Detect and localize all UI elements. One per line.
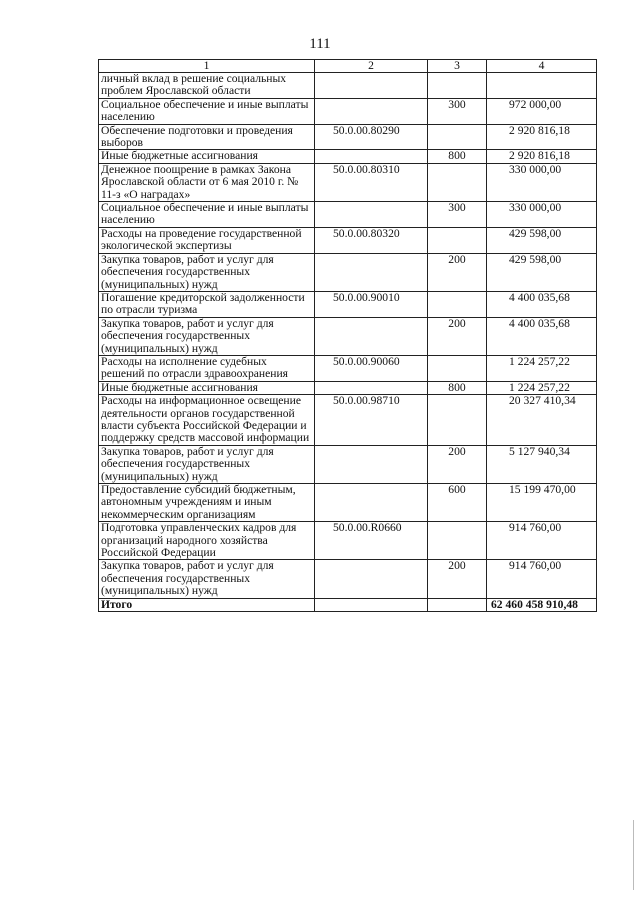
row-amount: 4 400 035,68 [487,317,597,355]
row-kvr: 200 [428,560,487,598]
row-name: Иные бюджетные ассигнования [99,150,315,163]
row-amount [487,73,597,99]
row-amount: 2 920 816,18 [487,150,597,163]
table-row [99,381,597,394]
table-row [99,253,597,291]
row-name: Подготовка управленческих кадров для организаций народного хозяйства Российской Федерации [99,522,315,560]
row-name: Закупка товаров, работ и услуг для обеспечения государственных (муниципальных) нужд [99,317,315,355]
row-amount: 1 224 257,22 [487,381,597,394]
table-row [99,291,597,317]
total-label: Итого [99,598,315,611]
row-kvr: 200 [428,317,487,355]
row-code [315,253,428,291]
row-name: Погашение кредиторской задолженности по отрасли туризма [99,291,315,317]
row-code [315,150,428,163]
table-row [99,202,597,228]
row-amount: 20 327 410,34 [487,395,597,446]
row-kvr [428,291,487,317]
row-kvr: 300 [428,202,487,228]
row-kvr: 600 [428,484,487,522]
page-number: 111 [309,36,331,52]
row-name: Закупка товаров, работ и услуг для обеспечения государственных (муниципальных) нужд [99,445,315,483]
row-code [315,98,428,124]
row-code [315,317,428,355]
row-name: личный вклад в решение социальных проблем Ярославской области [99,73,315,99]
row-code [315,484,428,522]
row-name: Предоставление субсидий бюджетным, автономным учреждениям и иным некоммерческим организациям [99,484,315,522]
row-amount: 330 000,00 [487,163,597,201]
row-code: 50.0.00.90010 [315,291,428,317]
header-row [99,60,597,73]
row-name: Закупка товаров, работ и услуг для обеспечения государственных (муниципальных) нужд [99,253,315,291]
row-kvr: 200 [428,445,487,483]
row-code [315,560,428,598]
header-cell-3: 3 [428,60,487,73]
row-code: 50.0.00.80290 [315,124,428,150]
row-name: Обеспечение подготовки и проведения выборов [99,124,315,150]
table-row [99,124,597,150]
budget-table [98,59,597,612]
row-code [315,381,428,394]
row-kvr [428,73,487,99]
table-row [99,445,597,483]
row-code: 50.0.00.80310 [315,163,428,201]
row-kvr [428,395,487,446]
row-code [315,202,428,228]
table-row [99,150,597,163]
row-amount: 972 000,00 [487,98,597,124]
table-row [99,227,597,253]
row-amount: 330 000,00 [487,202,597,228]
row-kvr [428,163,487,201]
table-row [99,560,597,598]
row-amount: 914 760,00 [487,522,597,560]
row-amount: 4 400 035,68 [487,291,597,317]
row-name: Расходы на информационное освещение деятельности органов государственной власти субъекта Российской Федерации и поддержку средств массовой информации [99,395,315,446]
table-row [99,98,597,124]
row-kvr: 800 [428,150,487,163]
row-code: 50.0.00.80320 [315,227,428,253]
row-code [315,73,428,99]
row-name: Иные бюджетные ассигнования [99,381,315,394]
total-row [99,598,597,611]
row-kvr [428,227,487,253]
total-kvr-empty [428,598,487,611]
total-amount: 62 460 458 910,48 [487,598,597,611]
header-cell-1: 1 [99,60,315,73]
row-amount: 429 598,00 [487,227,597,253]
row-kvr [428,355,487,381]
header-cell-4: 4 [487,60,597,73]
row-code: 50.0.00.98710 [315,395,428,446]
table-row [99,395,597,446]
row-code: 50.0.00.R0660 [315,522,428,560]
row-name: Расходы на исполнение судебных решений по отрасли здравоохранения [99,355,315,381]
row-code [315,445,428,483]
row-kvr [428,522,487,560]
row-amount: 15 199 470,00 [487,484,597,522]
table-row [99,73,597,99]
row-name: Социальное обеспечение и иные выплаты населению [99,98,315,124]
total-code-empty [315,598,428,611]
row-amount: 429 598,00 [487,253,597,291]
row-name: Расходы на проведение государственной экологической экспертизы [99,227,315,253]
scan-edge-line [633,820,634,890]
row-name: Закупка товаров, работ и услуг для обеспечения государственных (муниципальных) нужд [99,560,315,598]
row-name: Денежное поощрение в рамках Закона Ярославской области от 6 мая 2010 г. № 11-з «О наградах» [99,163,315,201]
table-row [99,163,597,201]
row-code: 50.0.00.90060 [315,355,428,381]
table-row [99,355,597,381]
row-amount: 2 920 816,18 [487,124,597,150]
row-name: Социальное обеспечение и иные выплаты населению [99,202,315,228]
row-kvr [428,124,487,150]
table-row [99,484,597,522]
row-amount: 914 760,00 [487,560,597,598]
table-row [99,317,597,355]
header-cell-2: 2 [315,60,428,73]
table-row [99,522,597,560]
row-kvr: 200 [428,253,487,291]
row-amount: 5 127 940,34 [487,445,597,483]
row-kvr: 800 [428,381,487,394]
row-kvr: 300 [428,98,487,124]
row-amount: 1 224 257,22 [487,355,597,381]
